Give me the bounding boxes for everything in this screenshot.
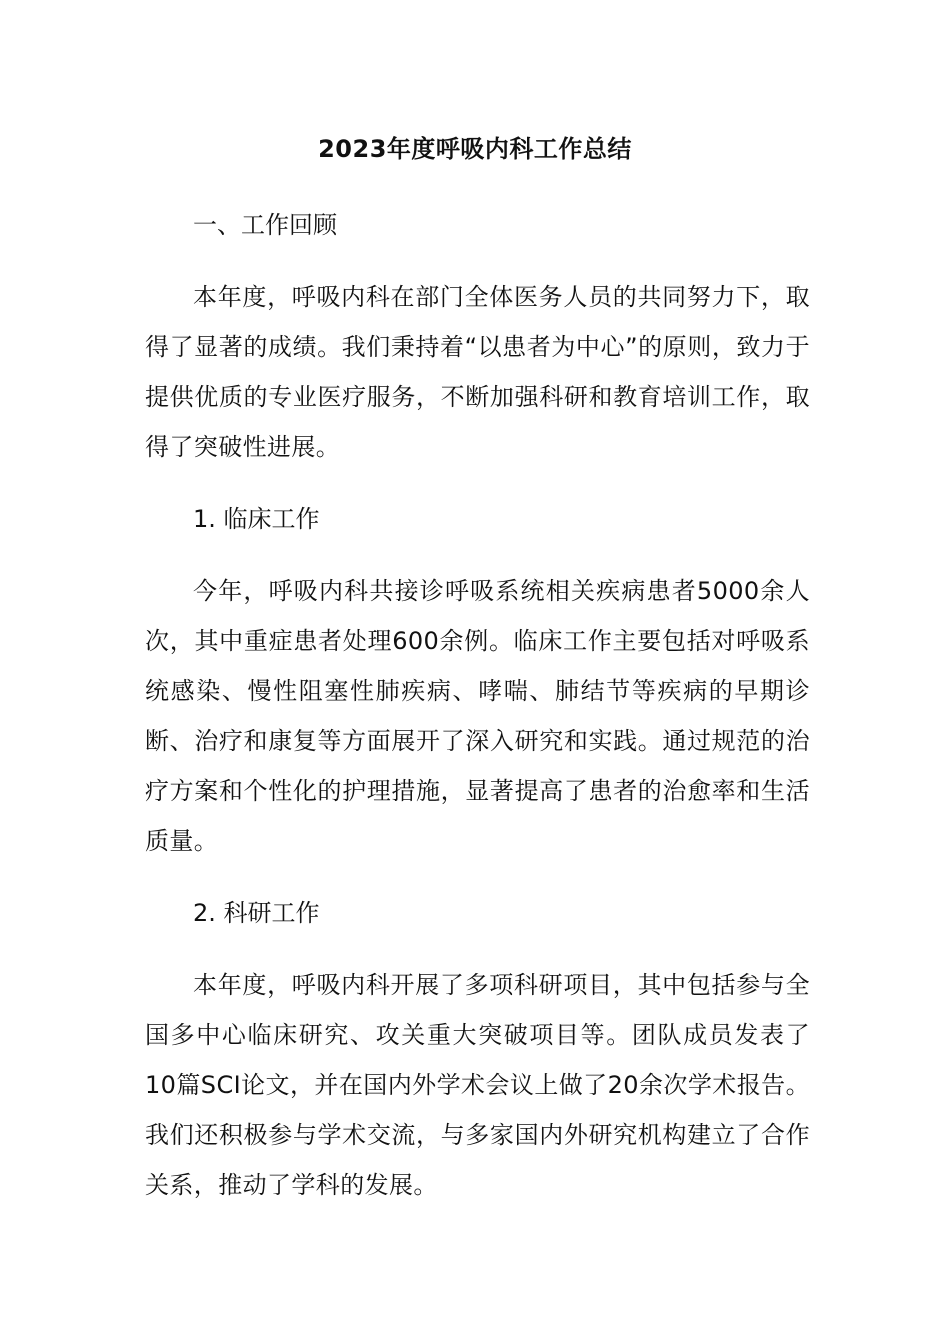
document-title: 2023年度呼吸内科工作总结 — [318, 135, 632, 163]
intro-paragraph: 本年度，呼吸内科在部门全体医务人员的共同努力下，取得了显著的成绩。我们秉持着“以患者为中心”的原则，致力于提供优质的专业医疗服务，不断加强科研和教育培训工作，取得了突破性进展。 — [145, 283, 810, 461]
spacer — [145, 938, 810, 960]
spacer — [145, 544, 810, 566]
subsection-heading-research: 2. 科研工作 — [193, 899, 320, 927]
clinical-paragraph: 今年，呼吸内科共接诊呼吸系统相关疾病患者5000余人次，其中重症患者处理600余例。临床工作主要包括对呼吸系统感染、慢性阻塞性肺疾病、哮喘、肺结节等疾病的早期诊断、治疗和康复等方面展开了深入研究和实践。通过规范的治疗方案和个性化的护理措施，显著提高了患者的治愈率和生活质量。 — [145, 577, 810, 855]
document-body — [145, 200, 810, 1210]
research-paragraph: 本年度，呼吸内科开展了多项科研项目，其中包括参与全国多中心临床研究、攻关重大突破项目等。团队成员发表了10篇SCI论文，并在国内外学术会议上做了20余次学术报告。我们还积极参与学术交流，与多家国内外研究机构建立了合作关系，推动了学科的发展。 — [145, 971, 810, 1199]
spacer — [145, 472, 810, 494]
spacer — [145, 866, 810, 888]
subsection-heading-clinical: 1. 临床工作 — [193, 505, 320, 533]
section-heading-work-review: 一、工作回顾 — [193, 211, 337, 239]
spacer — [145, 250, 810, 272]
